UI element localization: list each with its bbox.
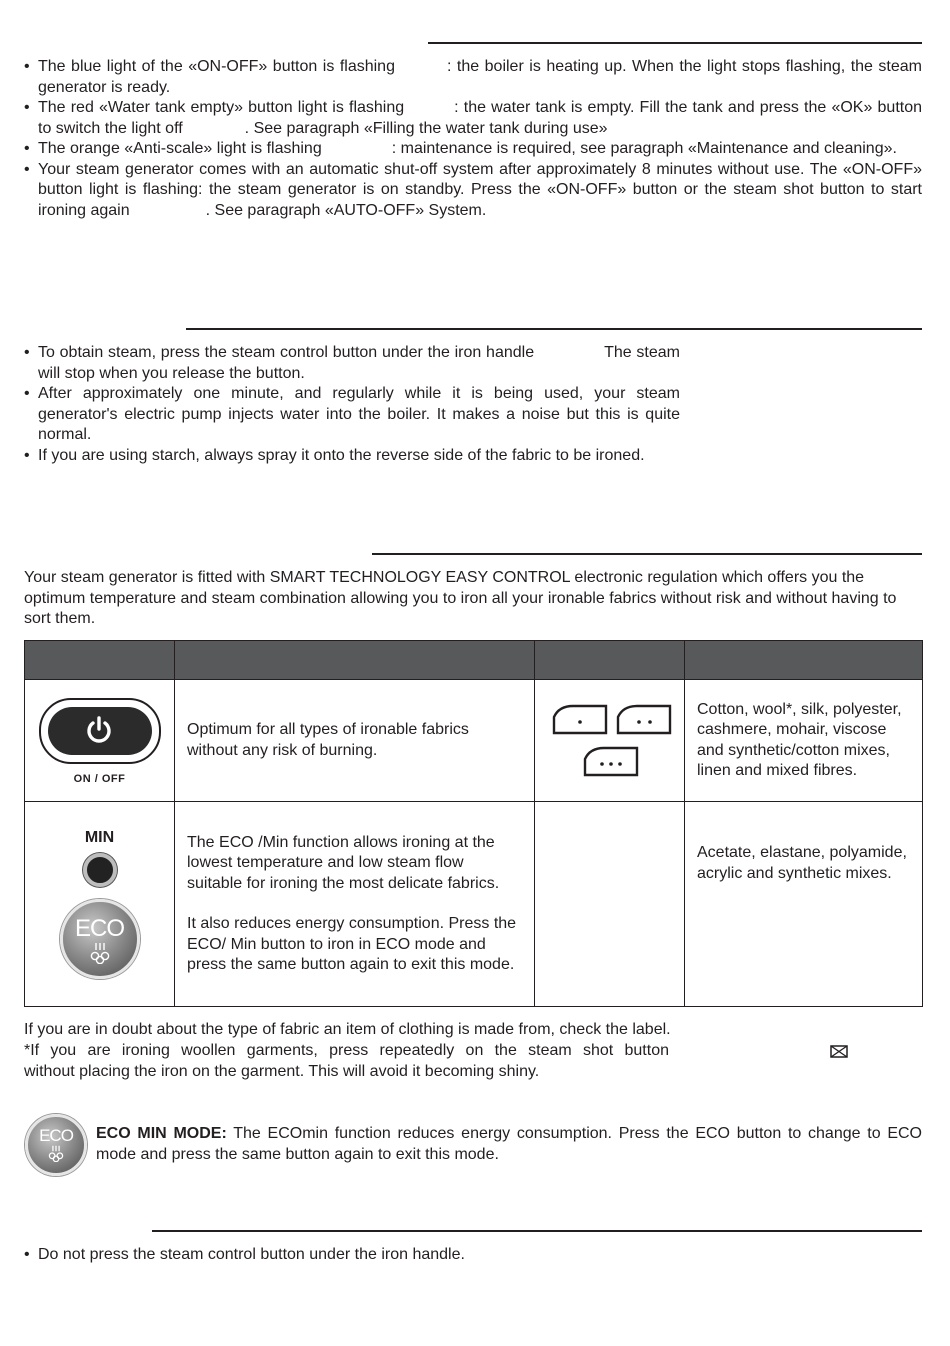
section-4-bullets bbox=[24, 1245, 922, 1266]
eco-mode-button-label: ECO bbox=[39, 1126, 73, 1145]
table-header-cell bbox=[685, 641, 923, 680]
table-row-on-off bbox=[25, 680, 923, 802]
bullet-anti-scale: • The orange «Anti-scale» light is flashing : maintenance is required, see paragraph «Maintenance and cleaning». bbox=[24, 139, 922, 160]
section-4-heading-rule bbox=[152, 1230, 922, 1232]
table-header-row bbox=[25, 641, 923, 680]
section-3-intro: Your steam generator is fitted with SMART TECHNOLOGY EASY CONTROL electronic regulation which offers you the optimum temperature and steam combination allowing you to iron all your ironable fabrics without risk and without having to sort them. bbox=[24, 569, 897, 627]
table-header-cell bbox=[25, 641, 175, 680]
bullet-obtain-steam: • To obtain steam, press the steam control button under the iron handle The steam will stop when you release the button. bbox=[24, 343, 680, 384]
ironing-modes-table bbox=[24, 640, 923, 1007]
table-row-eco-min bbox=[25, 802, 923, 1007]
iron-temperature-icons bbox=[535, 680, 685, 802]
eco-min-mode-title: ECO MIN MODE: bbox=[96, 1125, 227, 1142]
steam-icon bbox=[46, 1145, 66, 1162]
wool-note: *If you are ironing woollen garments, press repeatedly on the steam shot button without placing the iron on the garment. This will avoid it becoming shiny. bbox=[24, 1041, 922, 1082]
iron-three-dots-icon bbox=[582, 745, 640, 777]
table-header-cell bbox=[175, 641, 535, 680]
mode-description: Optimum for all types of ironable fabrics without any risk of burning. bbox=[175, 680, 535, 802]
bullet-water-tank-empty: • The red «Water tank empty» button light is flashing : the water tank is empty. Fill the tank and press the «OK» button to switch the light off . See paragraph «Filling the water tank during use» bbox=[24, 98, 922, 139]
bullet-auto-off: • Your steam generator comes with an automatic shut-off system after approximately 8 minutes without use. The «ON-OFF» button light is flashing: the steam generator is on standby. Press the «ON-OFF» button or the steam shot button to start ironing again . See paragraph «AUTO-OFF» System. bbox=[24, 160, 922, 222]
bullet-on-off-flashing: • The blue light of the «ON-OFF» button is flashing : the boiler is heating up. When the light stops flashing, the steam generator is ready. bbox=[24, 57, 922, 98]
power-icon bbox=[84, 715, 114, 745]
fabric-types: Cotton, wool*, silk, polyester, cashmere, mohair, viscose and synthetic/cotton mixes, linen and mixed fibres. bbox=[685, 680, 923, 802]
no-tumble-dry-icon bbox=[830, 1045, 848, 1058]
bullet-do-not-press-steam: • Do not press the steam control button under the iron handle. bbox=[24, 1245, 922, 1266]
eco-mode-button-illustration bbox=[25, 1114, 87, 1176]
on-off-button bbox=[39, 698, 161, 764]
fabric-types: Acetate, elastane, polyamide, acrylic and synthetic mixes. bbox=[685, 802, 923, 1007]
mode-description: The ECO /Min function allows ironing at the lowest temperature and low steam flow suitable for ironing the most delicate fabrics. It also reduces energy consumption. Press the ECO/ Min button to iron in ECO mode and press the same button again to exit this mode. bbox=[175, 802, 535, 1007]
table-header-cell bbox=[535, 641, 685, 680]
iron-temperature-cell-empty bbox=[535, 802, 685, 1007]
iron-two-dots-icon bbox=[615, 703, 673, 735]
section-1-heading-rule bbox=[428, 42, 922, 44]
steam-icon bbox=[87, 942, 113, 964]
section-1-bullets bbox=[24, 57, 922, 221]
bullet-electric-pump: • After approximately one minute, and regularly while it is being used, your steam generator's electric pump injects water into the boiler. It makes a noise but this is quite normal. bbox=[24, 384, 680, 446]
on-off-button-illustration bbox=[25, 680, 175, 802]
iron-one-dot-icon bbox=[551, 703, 609, 735]
eco-min-mode-text: ECO MIN MODE: The ECOmin function reduces energy consumption. Press the ECO button to change to ECO mode and press the same button again to exit this mode. bbox=[96, 1125, 923, 1163]
min-label: MIN bbox=[84, 829, 115, 846]
on-off-label: ON / OFF bbox=[73, 772, 126, 785]
min-indicator-light bbox=[83, 853, 117, 887]
bullet-starch: • If you are using starch, always spray it onto the reverse side of the fabric to be ironed. bbox=[24, 446, 680, 467]
eco-min-illustration bbox=[25, 802, 175, 1007]
section-2-bullets bbox=[24, 343, 680, 466]
fabric-label-note: If you are in doubt about the type of fabric an item of clothing is made from, check the label. bbox=[24, 1021, 671, 1038]
eco-button-label: ECO bbox=[74, 915, 124, 942]
eco-button bbox=[60, 899, 140, 979]
section-3-heading-rule bbox=[372, 553, 922, 555]
section-2-heading-rule bbox=[186, 328, 922, 330]
